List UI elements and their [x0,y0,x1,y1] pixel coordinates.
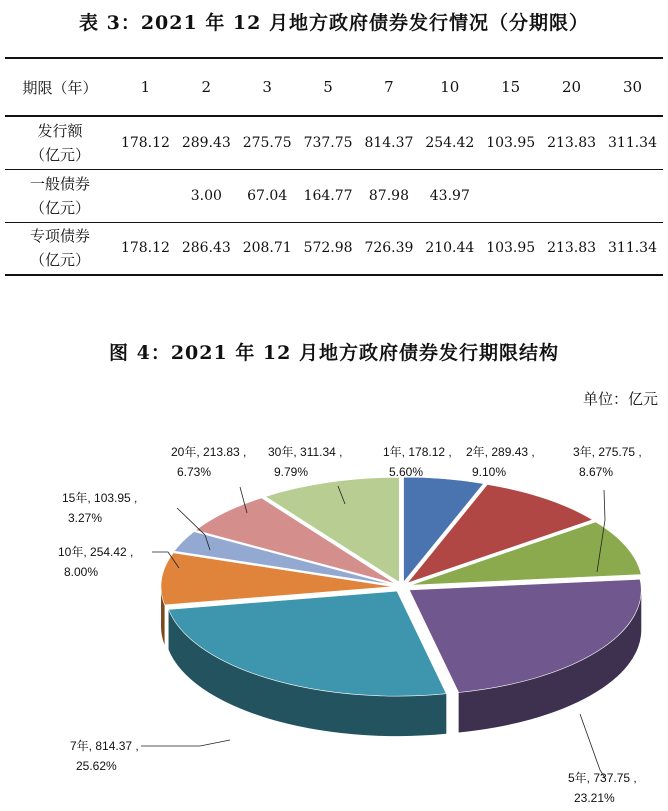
table-cell: 208.71 [237,222,298,275]
table-cell: 311.34 [602,116,663,169]
table-cell [541,169,602,222]
pie-data-label: 20年, 213.83 , [171,445,247,459]
pie-data-percent: 9.79% [274,465,309,479]
row-label [5,169,115,222]
table-cell: 178.12 [115,116,176,169]
bond-issuance-table [5,57,663,276]
table-row [5,116,663,169]
pie-data-label: 10年, 254.42 , [58,545,134,559]
pie-data-percent: 5.60% [389,465,424,479]
pie-chart [0,400,668,811]
pie-data-percent: 25.62% [76,759,117,773]
table-row [5,222,663,275]
table-cell: 254.42 [419,116,480,169]
row-label-line: （亿元） [29,251,90,270]
header-term: 15 [480,58,541,116]
table-cell: 210.44 [419,222,480,275]
pie-data-label: 2年, 289.43 , [466,445,535,459]
table-cell: 3.00 [176,169,237,222]
row-label-line: （亿元） [29,145,90,164]
table-cell: 737.75 [298,116,359,169]
table-cell: 103.95 [480,116,541,169]
header-term: 7 [359,58,420,116]
table-cell [115,169,176,222]
table-cell [602,169,663,222]
table-cell: 286.43 [176,222,237,275]
table-cell [480,169,541,222]
table-cell: 67.04 [237,169,298,222]
chart-title: 图 4：2021 年 12 月地方政府债券发行期限结构 [108,342,559,364]
header-term: 3 [237,58,298,116]
table-cell: 311.34 [602,222,663,275]
table-header-row [5,58,663,116]
table-cell: 275.75 [237,116,298,169]
row-label-line: （亿元） [29,198,90,217]
pie-data-percent: 23.21% [574,791,615,805]
pie-data-label: 30年, 311.34 , [268,445,343,459]
pie-tops [161,477,641,696]
table-cell: 103.95 [480,222,541,275]
unit-label: 单位：亿元 [582,390,658,408]
pie-data-label: 1年, 178.12 , [383,445,452,459]
header-term: 1 [115,58,176,116]
pie-data-percent: 8.67% [579,465,614,479]
table-cell: 43.97 [419,169,480,222]
table-cell: 213.83 [541,222,602,275]
row-label [5,222,115,275]
table-cell: 289.43 [176,116,237,169]
row-label-line: 一般债券 [29,174,90,193]
row-label-line: 专项债券 [29,227,90,246]
header-term: 5 [298,58,359,116]
table-cell: 726.39 [359,222,420,275]
pie-data-percent: 9.10% [472,465,507,479]
pie-data-label: 7年, 814.37 , [70,739,139,753]
pie-data-percent: 8.00% [64,565,99,579]
table-title: 表 3：2021 年 12 月地方政府债券发行情况（分期限） [78,12,589,34]
table-cell: 572.98 [298,222,359,275]
table-row [5,169,663,222]
pie-data-label: 15年, 103.95 , [62,491,138,505]
pie-data-label: 3年, 275.75 , [573,445,642,459]
table-cell: 178.12 [115,222,176,275]
header-term-label: 期限（年） [5,58,115,116]
pie-data-percent: 6.73% [177,465,212,479]
row-label [5,116,115,169]
header-term: 20 [541,58,602,116]
table-cell: 164.77 [298,169,359,222]
table-cell: 814.37 [359,116,420,169]
row-label-line: 发行额 [37,121,83,140]
header-term: 30 [602,58,663,116]
pie-leader-line [141,740,230,746]
table-cell: 213.83 [541,116,602,169]
pie-data-label: 5年, 737.75 , [568,771,637,785]
pie-leader-line [580,714,605,778]
header-term: 10 [419,58,480,116]
pie-data-percent: 3.27% [68,511,103,525]
table-cell: 87.98 [359,169,420,222]
header-term: 2 [176,58,237,116]
